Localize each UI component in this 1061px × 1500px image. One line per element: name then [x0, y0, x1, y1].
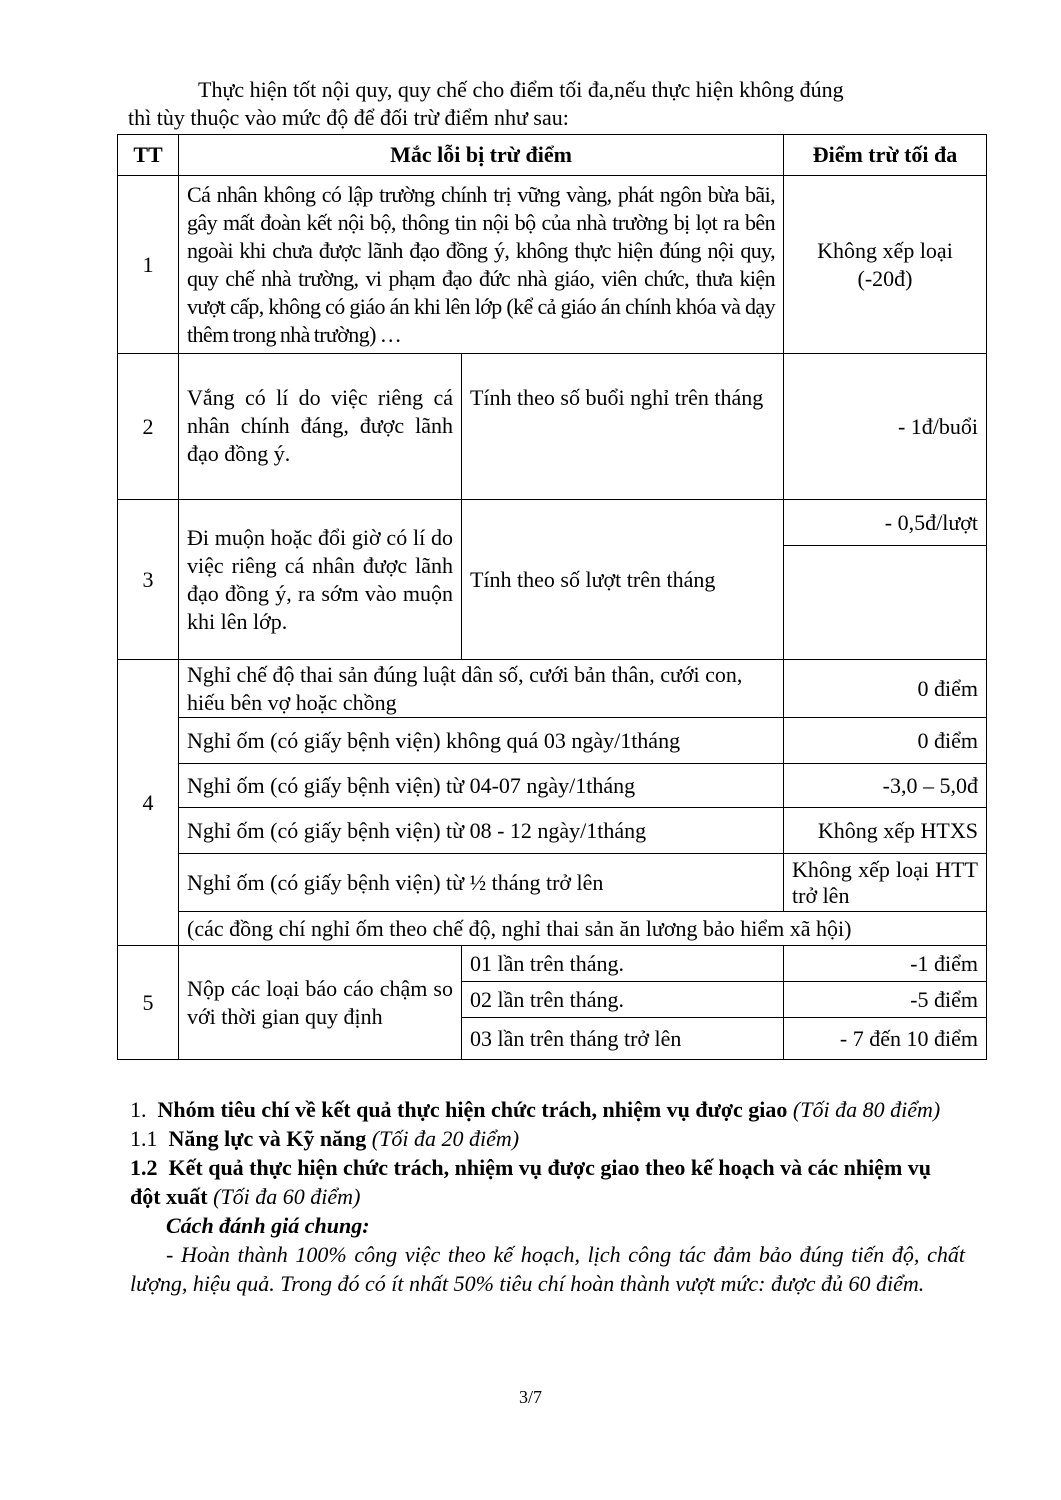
row4-item-3-score: Không xếp HTXS: [784, 808, 987, 854]
section-1-2-note: (Tối đa 60 điểm): [213, 1184, 361, 1209]
section-1-1-number: 1.1: [130, 1126, 158, 1151]
header-max: Điểm trừ tối đa: [784, 135, 987, 176]
deduction-table: [117, 134, 987, 1060]
row4-item-0-score: 0 điểm: [784, 660, 987, 718]
intro-line-1: Thực hiện tốt nội quy, quy chế cho điểm tối đa,nếu thực hiện không đúng: [198, 77, 844, 102]
page-number: 3/7: [518, 1387, 542, 1407]
row1-score: [784, 176, 987, 354]
row5-tt: 5: [118, 946, 179, 1060]
row4-item-2-score: -3,0 – 5,0đ: [784, 764, 987, 808]
intro-paragraph: [128, 76, 961, 132]
table-row: [118, 912, 987, 946]
row3-score: - 0,5đ/lượt: [784, 500, 987, 546]
evaluation-text: - Hoàn thành 100% công việc theo kế hoạch, lịch công tác đảm bảo đúng tiến độ, chất lượng, hiệu quả. Trong đó có ít nhất 50% tiêu chí hoàn thành vượt mức: được đủ 60 điểm.: [130, 1242, 965, 1296]
section-1-note: (Tối đa 80 điểm): [792, 1097, 941, 1122]
row5-item-2-score: - 7 đến 10 điểm: [784, 1018, 987, 1060]
table-row: [118, 354, 987, 500]
section-1-number: 1.: [130, 1097, 147, 1122]
table-header-row: [118, 135, 987, 176]
section-1-1-note: (Tối đa 20 điểm): [371, 1126, 520, 1151]
row2-tt: 2: [118, 354, 179, 500]
row4-note: (các đồng chí nghỉ ốm theo chế độ, nghỉ thai sản ăn lương bảo hiểm xã hội): [179, 912, 987, 946]
row3-empty-cell: [784, 546, 987, 660]
intro-line-2: thì tùy thuộc vào mức độ để đối trừ điểm như sau:: [128, 105, 569, 130]
row4-item-3-text: Nghỉ ốm (có giấy bệnh viện) từ 08 - 12 ngày/1tháng: [179, 808, 784, 854]
row2-desc: Vắng có lí do việc riêng cá nhân chính đáng, được lãnh đạo đồng ý.: [179, 354, 462, 500]
row1-score-line1: Không xếp loại: [817, 237, 953, 263]
row3-calc: Tính theo số lượt trên tháng: [462, 500, 784, 660]
row4-item-1-score: 0 điểm: [784, 718, 987, 764]
table-row: [118, 946, 987, 982]
row1-tt: 1: [118, 176, 179, 354]
section-1-2-number: 1.2: [130, 1155, 158, 1180]
row5-item-2-calc: 03 lần trên tháng trở lên: [462, 1018, 784, 1060]
criteria-sections: [130, 1095, 965, 1298]
section-1-2: [130, 1153, 965, 1211]
table-row: [118, 764, 987, 808]
evaluation-text-line: [130, 1240, 965, 1298]
row4-item-1-text: Nghỉ ốm (có giấy bệnh viện) không quá 03 ngày/1tháng: [179, 718, 784, 764]
row5-item-0-score: -1 điểm: [784, 946, 987, 982]
evaluation-heading-line: [130, 1211, 965, 1240]
row5-desc: Nộp các loại báo cáo chậm so với thời gian quy định: [179, 946, 462, 1060]
table-row: [118, 176, 987, 354]
section-1: [130, 1095, 965, 1124]
evaluation-heading: Cách đánh giá chung:: [166, 1213, 370, 1238]
row5-item-1-calc: 02 lần trên tháng.: [462, 982, 784, 1018]
table-row: [118, 854, 987, 912]
row1-text: Cá nhân không có lập trường chính trị vững vàng, phát ngôn bừa bãi, gây mất đoàn kết nội bộ, thông tin nội bộ của nhà trường bị lọt ra bên ngoài khi chưa được lãnh đạo đồng ý, không thực hiện đúng nội quy, quy chế nhà trường, vi phạm đạo đức nhà giáo, viên chức, thưa kiện vượt cấp, không có giáo án khi lên lớp (kể cả giáo án chính khóa và dạy thêm trong nhà trường) …: [179, 176, 784, 354]
row3-tt: 3: [118, 500, 179, 660]
row5-item-1-score: -5 điểm: [784, 982, 987, 1018]
row3-desc: Đi muộn hoặc đổi giờ có lí do việc riêng cá nhân được lãnh đạo đồng ý, ra sớm vào muộn khi lên lớp.: [179, 500, 462, 660]
row1-score-line2: (-20đ): [857, 265, 913, 291]
section-1-1: [130, 1124, 965, 1153]
section-1-1-title: Năng lực và Kỹ năng: [168, 1126, 367, 1151]
table-row: [118, 500, 987, 546]
row4-item-0-text: Nghỉ chế độ thai sản đúng luật dân số, cưới bản thân, cưới con, hiếu bên vợ hoặc chồng: [179, 660, 784, 718]
row4-item-4-score: Không xếp loại HTT trở lên: [784, 854, 987, 912]
row2-score: - 1đ/buổi: [784, 354, 987, 500]
header-tt: TT: [118, 135, 179, 176]
row4-tt: 4: [118, 660, 179, 946]
header-error: Mắc lỗi bị trừ điểm: [179, 135, 784, 176]
row2-calc: Tính theo số buổi nghỉ trên tháng: [462, 354, 784, 500]
row5-item-0-calc: 01 lần trên tháng.: [462, 946, 784, 982]
row4-item-2-text: Nghỉ ốm (có giấy bệnh viện) từ 04-07 ngày/1tháng: [179, 764, 784, 808]
section-1-title: Nhóm tiêu chí về kết quả thực hiện chức trách, nhiệm vụ được giao: [157, 1097, 788, 1122]
table-row: [118, 660, 987, 718]
table-row: [118, 718, 987, 764]
row4-item-4-text: Nghỉ ốm (có giấy bệnh viện) từ ½ tháng trở lên: [179, 854, 784, 912]
section-1-2-title: Kết quả thực hiện chức trách, nhiệm vụ được giao theo kế hoạch và các nhiệm vụ đột xuất: [130, 1155, 932, 1209]
table-row: [118, 808, 987, 854]
